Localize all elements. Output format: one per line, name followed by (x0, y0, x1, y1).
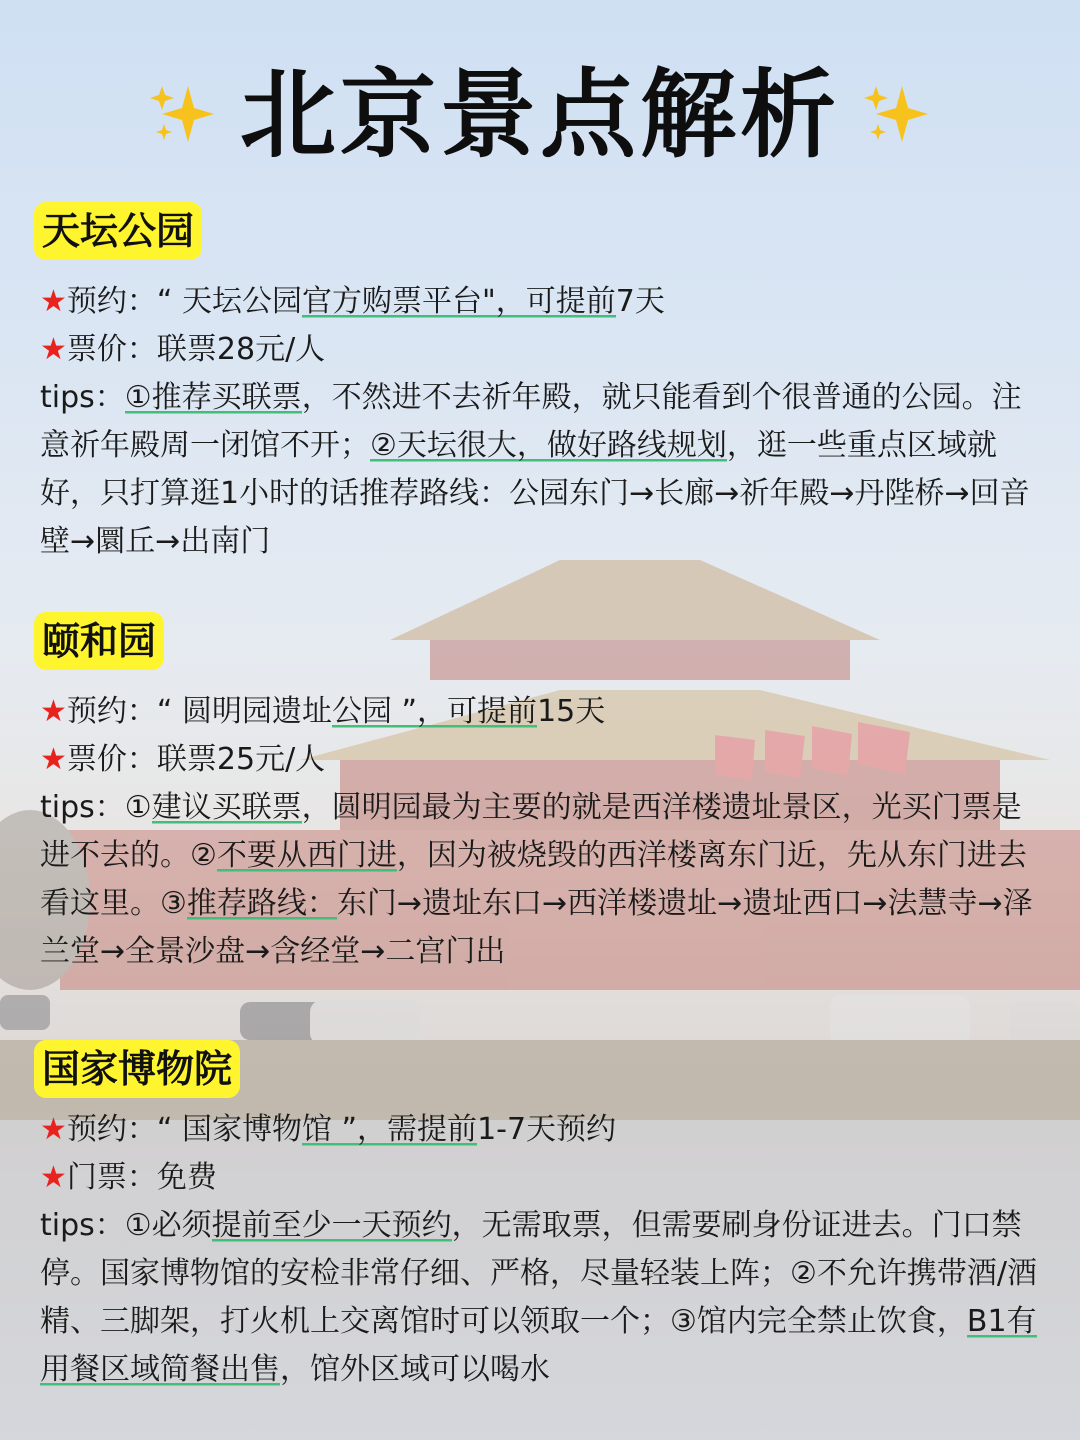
reservation-row: ★预约：“ 圆明园遗址公园 ”，可提前15天 (40, 694, 606, 729)
page-title: 北京景点解析 (240, 59, 840, 171)
star-icon: ★ (40, 742, 67, 777)
section-body-museum (40, 1106, 1050, 1394)
section-body-yiheyuan (40, 688, 1050, 976)
tips-paragraph: tips：①建议买联票，圆明园最为主要的就是西洋楼遗址景区，光买门票是进不去的。②不要从西门进，因为被烧毁的西洋楼离东门近，先从东门进去看这里。③推荐路线：东门→遗址东口→西洋楼遗址→遗址西口→法慧寺→泽兰堂→全景沙盘→含经堂→二宫门出 (40, 790, 1033, 969)
price-row: ★票价：联票28元/人 (40, 332, 326, 367)
sparkle-icon (862, 80, 932, 150)
title-row (0, 60, 1080, 170)
tips-paragraph: tips：①必须提前至少一天预约，无需取票，但需要刷身份证进去。门口禁停。国家博物馆的安检非常仔细、严格，尽量轻装上阵；②不允许携带酒/酒精、三脚架，打火机上交离馆时可以领取一个；③馆内完全禁止饮食，B1有用餐区域简餐出售，馆外区域可以喝水 (40, 1208, 1038, 1387)
reservation-row: ★预约：“ 国家博物馆 ”，需提前1-7天预约 (40, 1112, 617, 1147)
section-tag-museum: 国家博物院 (34, 1040, 240, 1098)
price-row: ★门票：免费 (40, 1160, 217, 1195)
star-icon: ★ (40, 1112, 67, 1147)
section-body-tiantan (40, 278, 1050, 566)
tips-paragraph: tips：①推荐买联票，不然进不去祈年殿，就只能看到个很普通的公园。注意祈年殿周一闭馆不开；②天坛很大，做好路线规划，逛一些重点区域就好，只打算逛1小时的话推荐路线：公园东门→长廊→祈年殿→丹陛桥→回音壁→圜丘→出南门 (40, 380, 1030, 559)
section-tag-tiantan: 天坛公园 (34, 202, 202, 260)
star-icon: ★ (40, 332, 67, 367)
star-icon: ★ (40, 694, 67, 729)
star-icon: ★ (40, 1160, 67, 1195)
price-row: ★票价：联票25元/人 (40, 742, 326, 777)
star-icon: ★ (40, 284, 67, 319)
section-tag-yiheyuan: 颐和园 (34, 612, 164, 670)
reservation-row: ★预约：“ 天坛公园官方购票平台"，可提前7天 (40, 284, 665, 319)
sparkle-icon (148, 80, 218, 150)
